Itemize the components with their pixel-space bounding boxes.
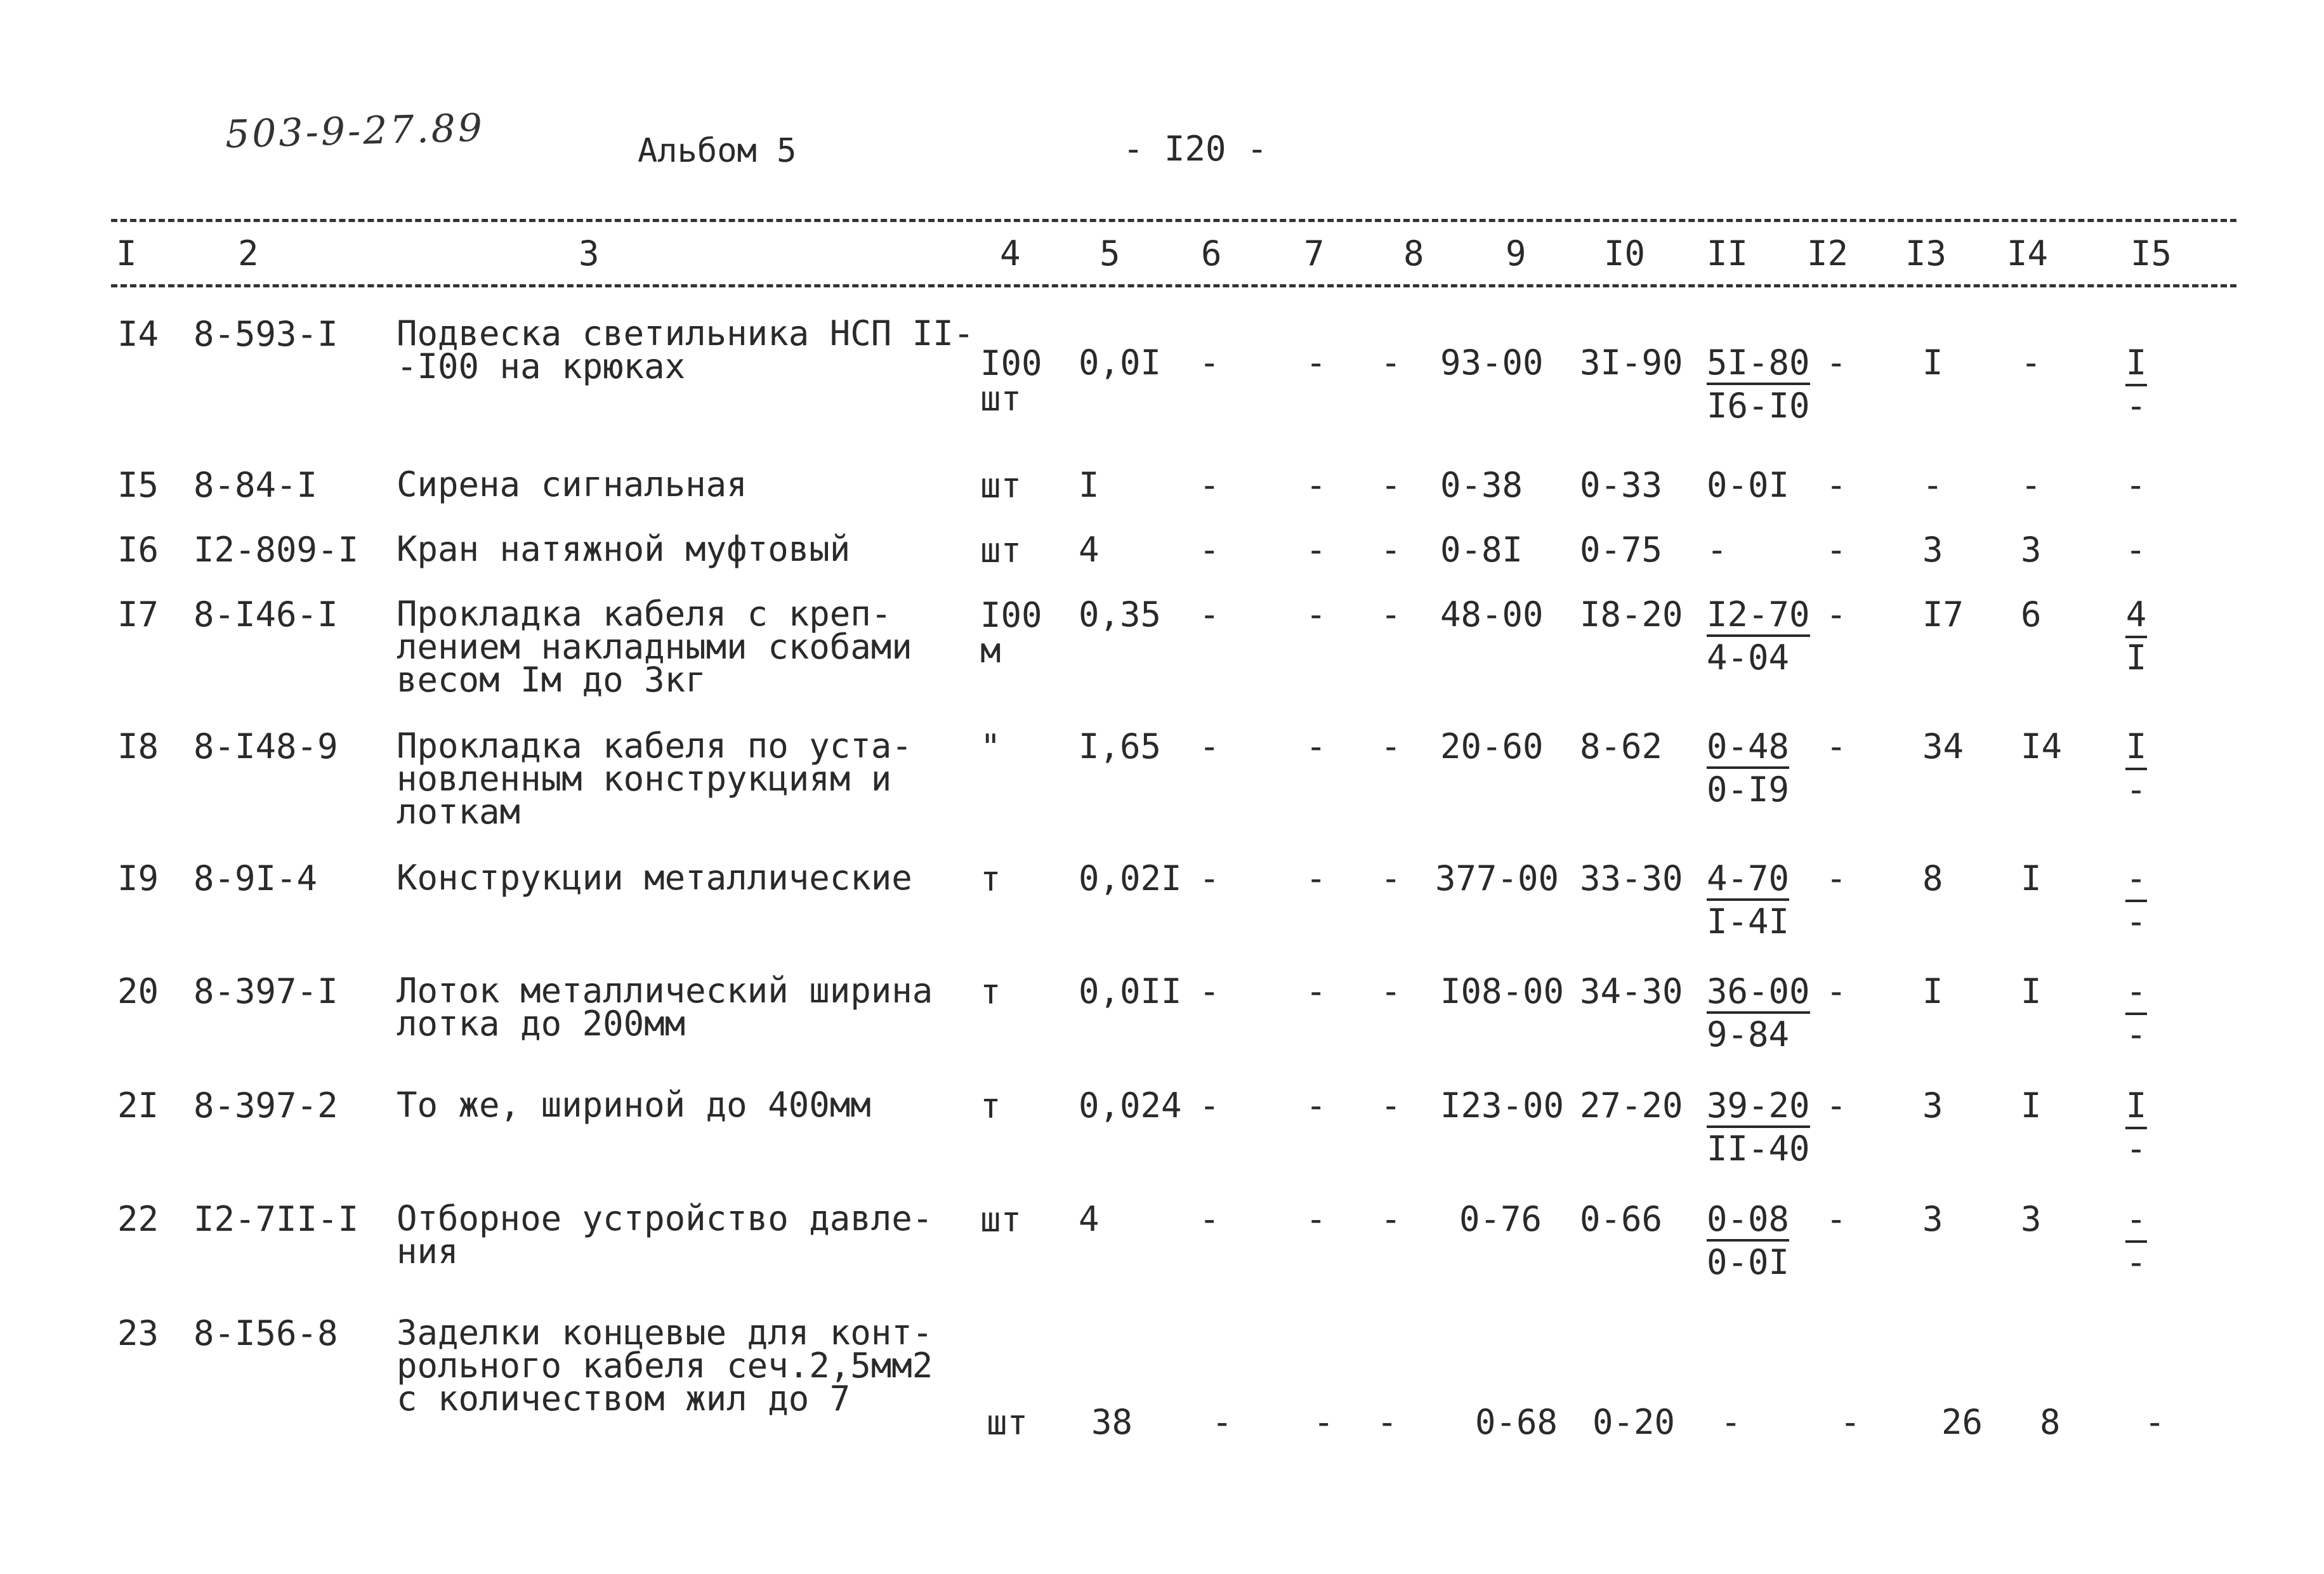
row-col14: 3	[2021, 530, 2042, 570]
fraction-denominator: -	[2125, 902, 2147, 941]
row-col14: I4	[2021, 726, 2063, 766]
col-header-4: 4	[1000, 233, 1021, 273]
row-col11-fraction	[1707, 594, 1810, 678]
col-header-1: I	[116, 233, 137, 273]
row-number: I4	[117, 314, 159, 354]
row-col12: -	[1826, 858, 1847, 898]
row-col14: 3	[2021, 1199, 2042, 1239]
row-col6: -	[1199, 1085, 1220, 1125]
row-col8: -	[1381, 594, 1402, 634]
row-col7: -	[1306, 726, 1327, 766]
row-qty: 0,0I	[1079, 343, 1162, 383]
row-col11-fraction	[1707, 971, 1810, 1054]
fraction-denominator: I6-I0	[1707, 386, 1810, 426]
row-col15-fraction	[2125, 1199, 2147, 1282]
album-label: Альбом 5	[638, 132, 797, 170]
row-col6: -	[1199, 726, 1220, 766]
row-col8: -	[1381, 1199, 1402, 1239]
fraction-numerator: I	[2125, 346, 2147, 386]
row-col7: -	[1306, 594, 1327, 634]
row-col11: -	[1707, 530, 1728, 570]
row-name: Отборное устройство давле- ния	[397, 1198, 933, 1271]
row-code: 8-593-I	[194, 314, 338, 354]
row-col12: -	[1826, 465, 1847, 505]
row-col12: -	[1826, 343, 1847, 383]
row-unit: т	[980, 1086, 1001, 1126]
row-col7: -	[1306, 971, 1327, 1011]
row-col10: 0-33	[1580, 465, 1663, 505]
row-col10: 8-62	[1580, 726, 1663, 766]
row-unit: т	[980, 972, 1001, 1012]
row-unit: шт	[987, 1403, 1028, 1443]
row-col13: I	[1922, 343, 1943, 383]
row-number: 2I	[117, 1085, 159, 1125]
row-col8: -	[1381, 530, 1402, 570]
row-col13: I7	[1922, 594, 1964, 634]
fraction-numerator: 39-20	[1707, 1089, 1810, 1128]
row-col10: 0-20	[1592, 1402, 1676, 1442]
row-name: Сирена сигнальная	[397, 464, 747, 504]
row-col9: I23-00	[1440, 1085, 1565, 1125]
fraction-denominator: -	[2125, 1014, 2147, 1054]
row-col8: -	[1381, 465, 1402, 505]
row-col9: 0-38	[1440, 465, 1523, 505]
row-col10: 33-30	[1580, 858, 1683, 898]
row-col9: 48-00	[1440, 594, 1544, 634]
row-col7: -	[1306, 858, 1327, 898]
row-col14: 8	[2040, 1402, 2061, 1442]
row-col9: 377-00	[1435, 858, 1559, 898]
row-name: Конструкции металлические	[397, 858, 912, 898]
row-col13: 3	[1922, 530, 1943, 570]
row-unit: "	[980, 727, 1001, 767]
row-col8: -	[1381, 858, 1402, 898]
row-col8: -	[1377, 1402, 1398, 1442]
row-col7: -	[1306, 465, 1327, 505]
row-code: 8-397-I	[194, 971, 338, 1011]
row-qty: 0,02I	[1079, 858, 1182, 898]
row-name: Прокладка кабеля по уста- новленным конструкциям и лоткам	[397, 726, 912, 832]
row-name: Кран натяжной муфтовый	[397, 529, 851, 569]
col-header-7: 7	[1304, 233, 1325, 273]
row-col13: -	[1922, 465, 1943, 505]
fraction-denominator: 4-04	[1707, 638, 1790, 678]
row-unit: т	[980, 859, 1001, 899]
row-col9: 93-00	[1440, 343, 1544, 383]
row-col14: -	[2021, 343, 2042, 383]
row-qty: 4	[1079, 530, 1100, 570]
fraction-denominator: -	[2125, 1129, 2147, 1169]
row-col11-fraction	[1707, 343, 1810, 426]
header-rule-bottom	[111, 284, 2236, 287]
fraction-numerator: 4	[2125, 598, 2147, 638]
row-name: Заделки концевые для конт- рольного кабеля сеч.2,5мм2 с количеством жил до 7	[397, 1313, 933, 1419]
fraction-denominator: 0-I9	[1707, 770, 1790, 810]
row-col7: -	[1313, 1402, 1334, 1442]
col-header-14: I4	[2007, 233, 2049, 273]
row-unit: шт	[980, 1200, 1022, 1240]
row-col12: -	[1826, 1199, 1847, 1239]
row-col9: 0-8I	[1440, 530, 1523, 570]
row-unit: I00 м	[980, 595, 1042, 671]
col-header-3: 3	[579, 233, 600, 273]
row-col14: 6	[2021, 594, 2042, 634]
row-col13: 3	[1922, 1085, 1943, 1125]
fraction-denominator: -	[2125, 386, 2147, 426]
page-number: - I20 -	[1123, 129, 1268, 169]
row-code: 8-9I-4	[194, 858, 318, 898]
row-col6: -	[1199, 343, 1220, 383]
row-col12: -	[1826, 1085, 1847, 1125]
row-name: То же, шириной до 400мм	[397, 1085, 871, 1125]
col-header-2: 2	[238, 233, 259, 273]
row-code: 8-I48-9	[194, 726, 338, 766]
col-header-13: I3	[1905, 233, 1947, 273]
col-header-15: I5	[2130, 233, 2172, 273]
row-number: I6	[117, 530, 159, 570]
row-col6: -	[1199, 594, 1220, 634]
fraction-numerator: -	[2125, 1202, 2147, 1243]
row-col6: -	[1199, 1199, 1220, 1239]
header-rule-top	[111, 219, 2236, 222]
row-col7: -	[1306, 343, 1327, 383]
row-col15-fraction	[2125, 594, 2147, 678]
fraction-denominator: II-40	[1707, 1129, 1810, 1169]
row-col13: 26	[1941, 1402, 1983, 1442]
row-col10: 0-75	[1580, 530, 1663, 570]
row-col10: 34-30	[1580, 971, 1683, 1011]
row-qty: 38	[1091, 1402, 1133, 1442]
row-code: I2-809-I	[194, 530, 359, 570]
row-col12: -	[1826, 530, 1847, 570]
row-col12: -	[1840, 1402, 1861, 1442]
fraction-numerator: 5I-80	[1707, 346, 1810, 385]
row-col15: -	[2125, 465, 2146, 505]
row-col12: -	[1826, 971, 1847, 1011]
fraction-denominator: -	[2125, 1242, 2147, 1282]
row-col8: -	[1381, 1085, 1402, 1125]
row-code: 8-I46-I	[194, 594, 338, 634]
row-col15-fraction	[2125, 343, 2147, 426]
fraction-numerator: I	[2125, 730, 2147, 770]
row-qty: 0,35	[1079, 594, 1162, 634]
row-col11: 0-0I	[1707, 465, 1790, 505]
col-header-12: I2	[1807, 233, 1849, 273]
fraction-numerator: -	[2125, 974, 2147, 1015]
fraction-denominator: -	[2125, 770, 2147, 810]
row-col11-fraction	[1707, 858, 1790, 941]
fraction-numerator: -	[2125, 862, 2147, 902]
row-code: 8-84-I	[194, 465, 318, 505]
row-number: I7	[117, 594, 159, 634]
row-col9: 20-60	[1440, 726, 1544, 766]
row-code: I2-7II-I	[194, 1199, 359, 1239]
row-col7: -	[1306, 1085, 1327, 1125]
row-col10: 0-66	[1580, 1199, 1663, 1239]
row-code: 8-I56-8	[194, 1313, 338, 1353]
row-col15-fraction	[2125, 858, 2147, 941]
row-unit: шт	[980, 530, 1022, 570]
col-header-9: 9	[1506, 233, 1526, 273]
row-col13: I	[1922, 971, 1943, 1011]
fraction-denominator: I-4I	[1707, 902, 1790, 941]
row-qty: I,65	[1079, 726, 1162, 766]
fraction-numerator: 36-00	[1707, 974, 1810, 1014]
row-col12: -	[1826, 726, 1847, 766]
row-col6: -	[1212, 1402, 1233, 1442]
fraction-denominator: 0-0I	[1707, 1242, 1790, 1282]
row-col14: I	[2021, 971, 2042, 1011]
col-header-5: 5	[1100, 233, 1120, 273]
row-col7: -	[1306, 1199, 1327, 1239]
fraction-denominator: 9-84	[1707, 1014, 1790, 1054]
row-col14: -	[2021, 465, 2042, 505]
row-col9: I08-00	[1440, 971, 1565, 1011]
row-col10: 27-20	[1580, 1085, 1683, 1125]
row-col14: I	[2021, 858, 2042, 898]
row-qty: I	[1079, 465, 1100, 505]
document-code: 503-9-27.89	[225, 105, 485, 157]
col-header-6: 6	[1201, 233, 1222, 273]
row-code: 8-397-2	[194, 1085, 338, 1125]
row-qty: 0,0II	[1079, 971, 1182, 1011]
row-col6: -	[1199, 530, 1220, 570]
fraction-numerator: 0-08	[1707, 1202, 1789, 1242]
row-col8: -	[1381, 726, 1402, 766]
row-col13: 3	[1922, 1199, 1943, 1239]
row-number: I9	[117, 858, 159, 898]
row-col15: -	[2144, 1402, 2165, 1442]
fraction-numerator: I2-70	[1707, 598, 1810, 637]
row-col13: 8	[1922, 858, 1943, 898]
row-col14: I	[2021, 1085, 2042, 1125]
col-header-10: I0	[1604, 233, 1646, 273]
row-col10: I8-20	[1580, 594, 1683, 634]
row-qty: 0,024	[1079, 1085, 1182, 1125]
row-number: 20	[117, 971, 159, 1011]
row-col8: -	[1381, 971, 1402, 1011]
row-col6: -	[1199, 858, 1220, 898]
row-col11-fraction	[1707, 1199, 1790, 1282]
row-col13: 34	[1922, 726, 1964, 766]
row-col11-fraction	[1707, 726, 1790, 810]
fraction-numerator: 4-70	[1707, 862, 1789, 901]
fraction-numerator: I	[2125, 1089, 2147, 1129]
row-name: Лоток металлический ширина лотка до 200мм	[397, 971, 933, 1044]
row-col12: -	[1826, 594, 1847, 634]
fraction-denominator: I	[2125, 638, 2147, 678]
row-name: Подвеска светильника НСП II- -I00 на крюках	[397, 313, 975, 386]
row-col10: 3I-90	[1580, 343, 1683, 383]
row-qty: 4	[1079, 1199, 1100, 1239]
row-col11: -	[1721, 1402, 1742, 1442]
row-number: I5	[117, 465, 159, 505]
col-header-8: 8	[1403, 233, 1424, 273]
row-unit: шт	[980, 466, 1022, 506]
row-col15: -	[2125, 530, 2146, 570]
row-number: 22	[117, 1199, 159, 1239]
row-number: I8	[117, 726, 159, 766]
fraction-numerator: 0-48	[1707, 730, 1789, 769]
row-col6: -	[1199, 971, 1220, 1011]
row-col15-fraction	[2125, 726, 2147, 810]
row-number: 23	[117, 1313, 159, 1353]
row-col11-fraction	[1707, 1085, 1810, 1169]
row-col9: 0-76	[1459, 1199, 1542, 1239]
row-unit: I00 шт	[980, 343, 1042, 419]
row-col8: -	[1381, 343, 1402, 383]
row-col15-fraction	[2125, 971, 2147, 1054]
col-header-11: II	[1707, 233, 1749, 273]
row-col7: -	[1306, 530, 1327, 570]
row-col9: 0-68	[1475, 1402, 1558, 1442]
row-name: Прокладка кабеля с креп- лением накладными скобами весом Iм до 3кг	[397, 594, 912, 700]
row-col15-fraction	[2125, 1085, 2147, 1169]
row-col6: -	[1199, 465, 1220, 505]
